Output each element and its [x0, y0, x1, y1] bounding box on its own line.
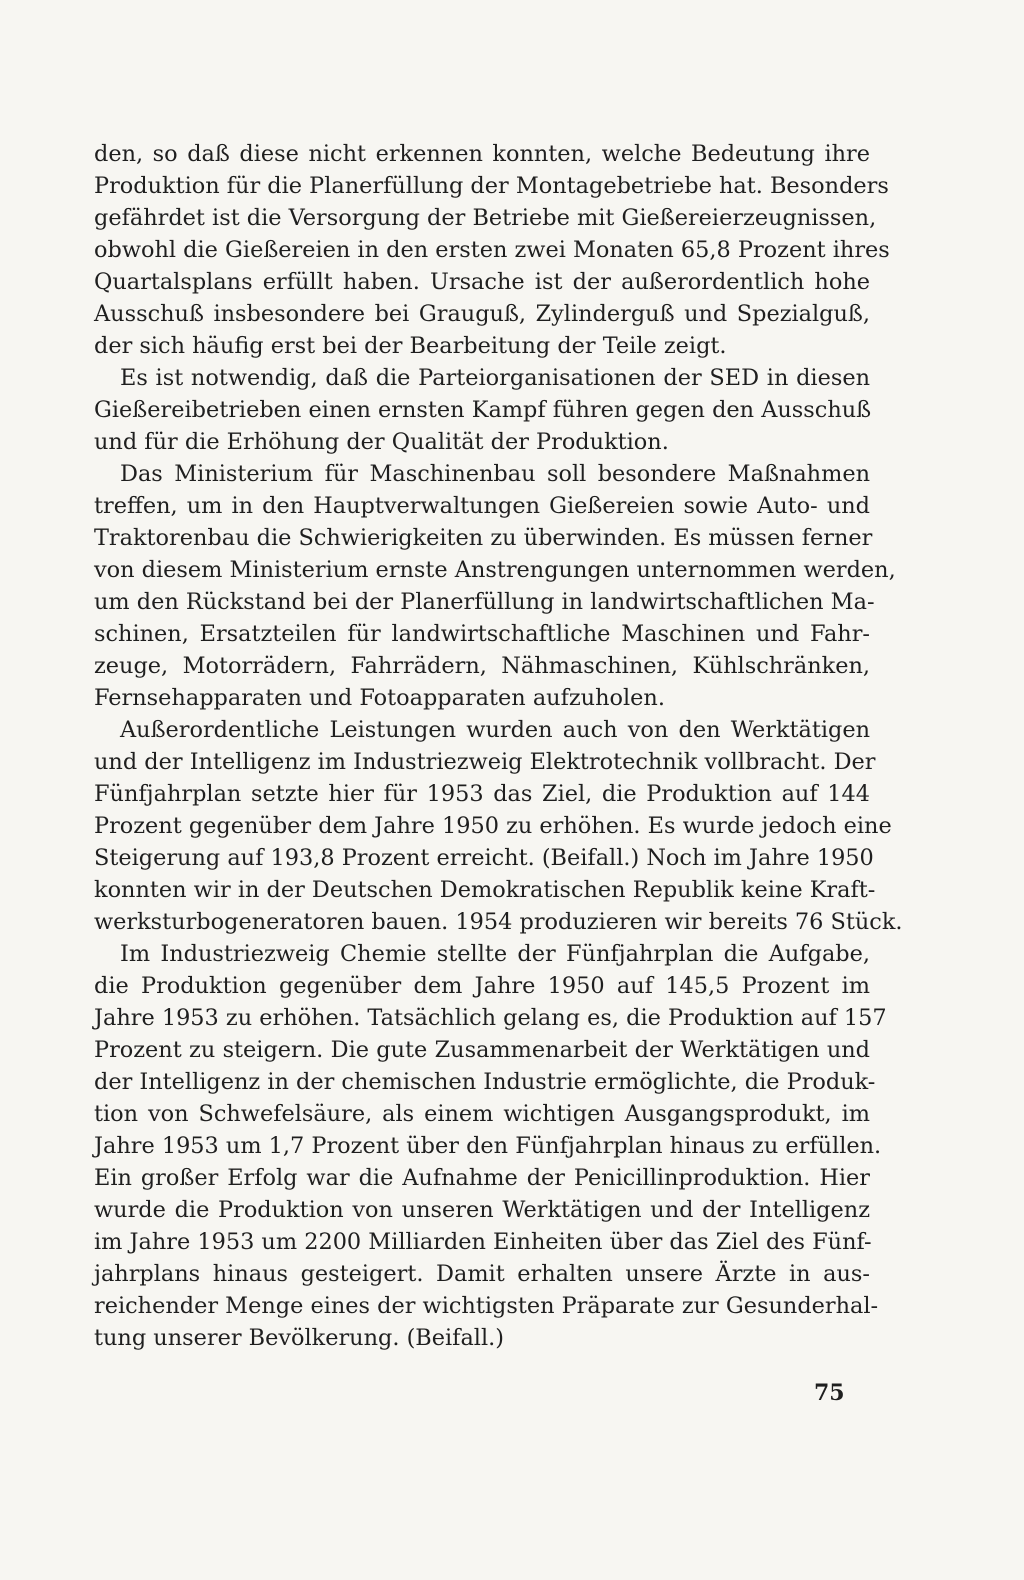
text-line: Jahre 1953 um 1,7 Prozent über den Fünfjahrplan hinaus zu erfüllen.: [94, 1133, 882, 1159]
text-line: der Intelligenz in der chemischen Industrie ermöglichte, die Produk-: [94, 1069, 876, 1095]
text-line: Jahre 1953 zu erhöhen. Tatsächlich gelang es, die Produktion auf 157: [94, 1005, 887, 1031]
text-line: werksturbogeneratoren bauen. 1954 produzieren wir bereits 76 Stück.: [94, 909, 903, 935]
text-line: Das Ministerium für Maschinenbau soll besondere Maßnahmen: [120, 461, 870, 487]
text-line: Quartalsplans erfüllt haben. Ursache ist der außerordentlich hohe: [94, 269, 870, 295]
text-line: Ausschuß insbesondere bei Grauguß, Zylinderguß und Spezialguß,: [94, 301, 870, 327]
text-line: tion von Schwefelsäure, als einem wichtigen Ausgangsprodukt, im: [94, 1101, 870, 1127]
text-line: die Produktion gegenüber dem Jahre 1950 auf 145,5 Prozent im: [94, 973, 870, 999]
text-line: Fünfjahrplan setzte hier für 1953 das Ziel, die Produktion auf 144: [94, 781, 870, 807]
text-line: wurde die Produktion von unseren Werktätigen und der Intelligenz: [94, 1197, 870, 1223]
text-line: um den Rückstand bei der Planerfüllung in landwirtschaftlichen Ma-: [94, 589, 875, 615]
text-line: Steigerung auf 193,8 Prozent erreicht. (Beifall.) Noch im Jahre 1950: [94, 845, 874, 871]
text-line: Prozent gegenüber dem Jahre 1950 zu erhöhen. Es wurde jedoch eine: [94, 813, 892, 839]
text-line: tung unserer Bevölkerung. (Beifall.): [94, 1325, 504, 1351]
text-line: reichender Menge eines der wichtigsten Präparate zur Gesunderhal-: [94, 1293, 879, 1319]
text-line: Prozent zu steigern. Die gute Zusammenarbeit der Werktätigen und: [94, 1037, 870, 1063]
text-line: zeuge, Motorrädern, Fahrrädern, Nähmaschinen, Kühlschränken,: [94, 653, 870, 679]
text-line: von diesem Ministerium ernste Anstrengungen unternommen werden,: [94, 557, 896, 583]
text-line: Fernsehapparaten und Fotoapparaten aufzuholen.: [94, 685, 665, 711]
text-line: Außerordentliche Leistungen wurden auch von den Werktätigen: [120, 717, 870, 743]
text-line: Ein großer Erfolg war die Aufnahme der Penicillinproduktion. Hier: [94, 1165, 870, 1191]
text-line: Gießereibetrieben einen ernsten Kampf führen gegen den Ausschuß: [94, 397, 872, 423]
text-line: und der Intelligenz im Industriezweig Elektrotechnik vollbracht. Der: [94, 749, 876, 775]
text-line: den, so daß diese nicht erkennen konnten, welche Bedeutung ihre: [94, 141, 870, 167]
text-line: Im Industriezweig Chemie stellte der Fünfjahrplan die Aufgabe,: [120, 941, 870, 967]
text-line: Traktorenbau die Schwierigkeiten zu überwinden. Es müssen ferner: [94, 525, 873, 551]
page-number: 75: [814, 1380, 845, 1406]
body-text: [94, 138, 903, 1354]
text-line: im Jahre 1953 um 2200 Milliarden Einheiten über das Ziel des Fünf-: [94, 1229, 872, 1255]
text-line: schinen, Ersatzteilen für landwirtschaftliche Maschinen und Fahr-: [94, 621, 870, 647]
text-line: Es ist notwendig, daß die Parteiorganisationen der SED in diesen: [120, 365, 870, 391]
text-line: konnten wir in der Deutschen Demokratischen Republik keine Kraft-: [94, 877, 876, 903]
text-line: Produktion für die Planerfüllung der Montagebetriebe hat. Besonders: [94, 173, 889, 199]
text-line: jahrplans hinaus gesteigert. Damit erhalten unsere Ärzte in aus-: [94, 1261, 870, 1287]
text-line: obwohl die Gießereien in den ersten zwei Monaten 65,8 Prozent ihres: [94, 237, 890, 263]
text-line: gefährdet ist die Versorgung der Betriebe mit Gießereierzeugnissen,: [94, 205, 877, 231]
text-line: der sich häufig erst bei der Bearbeitung der Teile zeigt.: [94, 333, 727, 359]
text-line: treffen, um in den Hauptverwaltungen Gießereien sowie Auto- und: [94, 493, 870, 519]
text-line: und für die Erhöhung der Qualität der Produktion.: [94, 429, 669, 455]
